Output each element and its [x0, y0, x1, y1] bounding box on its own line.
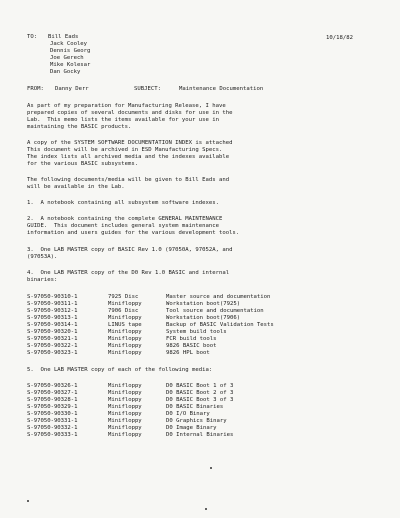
list-item-2-line: information and users guides for the various development tools. [27, 230, 240, 236]
part-number: S-97050-90321-1 [27, 336, 78, 342]
paragraph-line: The index lists all archived media and the indexes available [27, 154, 230, 160]
part-number: S-97050-90310-1 [27, 294, 78, 300]
part-number: S-97050-90313-1 [27, 315, 78, 321]
part-number: S-97050-90323-1 [27, 350, 78, 356]
to-label: TO: [27, 34, 38, 40]
list-item-4: 4. One LAB MASTER copy of the D0 Rev 1.0 BASIC and internal [27, 270, 230, 276]
media-description: D0 BASIC Boot 2 of 3 [166, 390, 234, 396]
media-type: 7906 Disc [108, 308, 139, 314]
media-type: Minifloppy [108, 418, 142, 424]
scan-speck [27, 500, 29, 502]
from-label: FROM: [27, 86, 44, 92]
media-type: Minifloppy [108, 301, 142, 307]
recipient: Dan Gocky [50, 69, 81, 75]
media-description: D0 BASIC Boot 3 of 3 [166, 397, 234, 403]
media-description: System build tools [166, 329, 227, 335]
list-item-2: 2. A notebook containing the complete GENERAL MAINTENANCE [27, 216, 223, 222]
list-item-1: 1. A notebook containing all subsystem software indexes. [27, 200, 219, 206]
part-number: S-97050-90326-1 [27, 383, 78, 389]
media-description: D0 BASIC Binaries [166, 404, 224, 410]
media-description: D0 Graphics Binary [166, 418, 227, 424]
part-number: S-97050-90322-1 [27, 343, 78, 349]
media-description: D0 I/O Binary [166, 411, 210, 417]
list-item-2-line: GUIDE. This document includes general system maintenance [27, 223, 219, 229]
paragraph-line: prepared copies of several documents and disks for use in the [27, 110, 233, 116]
media-description: 9826 BASIC boot [166, 343, 217, 349]
subject-text: Maintenance Documentation [179, 86, 264, 92]
part-number: S-97050-90329-1 [27, 404, 78, 410]
memo-date: 10/18/82 [326, 35, 353, 41]
part-number: S-97050-90330-1 [27, 411, 78, 417]
media-type: 7925 Disc [108, 294, 139, 300]
part-number: S-97050-90333-1 [27, 432, 78, 438]
media-type: Minifloppy [108, 343, 142, 349]
part-number: S-97050-90311-1 [27, 301, 78, 307]
media-description: FCR build tools [166, 336, 217, 342]
paragraph-line: A copy of the SYSTEM SOFTWARE DOCUMENTATION INDEX is attached [27, 140, 233, 146]
part-number: S-97050-90314-1 [27, 322, 78, 328]
list-item-5: 5. One LAB MASTER copy of each of the following media: [27, 367, 213, 373]
media-type: Minifloppy [108, 411, 142, 417]
media-type: Minifloppy [108, 404, 142, 410]
paragraph-line: will be available in the Lab. [27, 184, 125, 190]
media-description: D0 BASIC Boot 1 of 3 [166, 383, 234, 389]
part-number: S-97050-90320-1 [27, 329, 78, 335]
recipient: Dennis Georg [50, 48, 91, 54]
media-description: 9826 HPL boot [166, 350, 210, 356]
media-description: Tool source and documentation [166, 308, 264, 314]
recipient: Bill Eads [48, 34, 79, 40]
media-description: Master source and documentation [166, 294, 271, 300]
media-description: Backup of BASIC Validation Tests [166, 322, 274, 328]
media-type: Minifloppy [108, 350, 142, 356]
media-description: D0 Internal Binaries [166, 432, 234, 438]
recipient: Jack Cooley [50, 41, 88, 47]
paragraph-line: As part of my preparation for Manufacturing Release, I have [27, 103, 226, 109]
media-type: Minifloppy [108, 425, 142, 431]
part-number: S-97050-90312-1 [27, 308, 78, 314]
scan-speck [210, 467, 212, 469]
part-number: S-97050-90328-1 [27, 397, 78, 403]
part-number: S-97050-90331-1 [27, 418, 78, 424]
paragraph-line: This document will be archived in ESD Manufacturing Specs. [27, 147, 223, 153]
from-name: Danny Derr [55, 86, 89, 92]
media-type: LINUS tape [108, 322, 142, 328]
media-description: D0 Image Binary [166, 425, 217, 431]
list-item-3: 3. One LAB MASTER copy of BASIC Rev 1.0 (97050A, 97052A, and [27, 247, 233, 253]
scan-speck [205, 508, 207, 510]
part-number: S-97050-90327-1 [27, 390, 78, 396]
list-item-4-line: binaries: [27, 277, 58, 283]
subject-label: SUBJECT: [134, 86, 161, 92]
paragraph-line: for the various BASIC subsystems. [27, 161, 139, 167]
paragraph-line: Lab. This memo lists the items available for your use in [27, 117, 219, 123]
media-description: Workstation boot(7906) [166, 315, 241, 321]
media-type: Minifloppy [108, 397, 142, 403]
media-type: Minifloppy [108, 383, 142, 389]
media-type: Minifloppy [108, 336, 142, 342]
recipient: Mike Kolesar [50, 62, 91, 68]
recipient: Joe Gerech [50, 55, 84, 61]
media-type: Minifloppy [108, 390, 142, 396]
media-type: Minifloppy [108, 329, 142, 335]
media-description: Workstation boot(7925) [166, 301, 241, 307]
paragraph-line: maintaining the BASIC products. [27, 124, 132, 130]
paragraph-line: The following documents/media will be given to Bill Eads and [27, 177, 230, 183]
media-type: Minifloppy [108, 432, 142, 438]
list-item-3-line: (97053A). [27, 254, 58, 260]
media-type: Minifloppy [108, 315, 142, 321]
part-number: S-97050-90332-1 [27, 425, 78, 431]
